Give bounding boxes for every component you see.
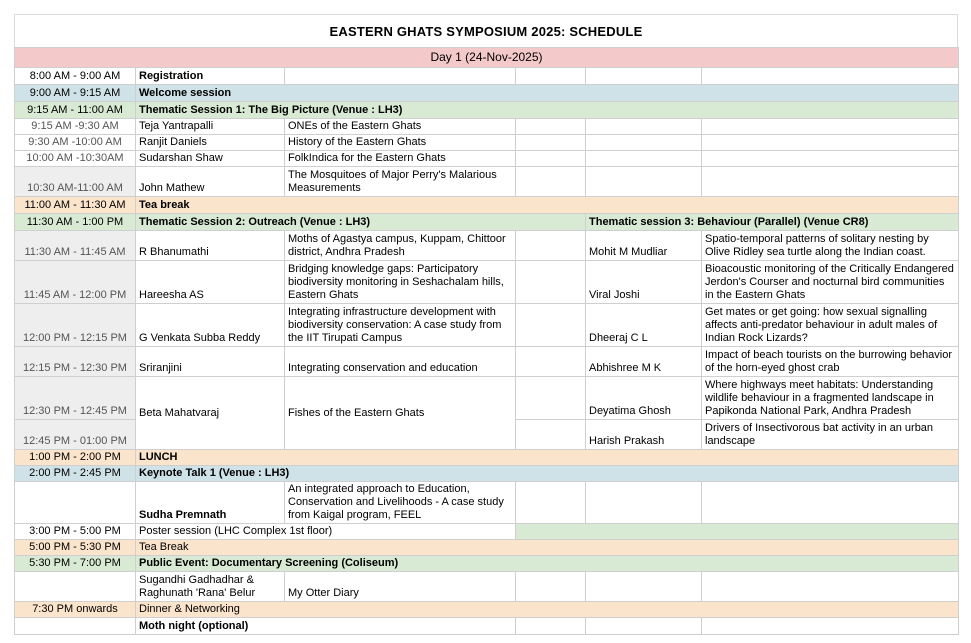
table-row bbox=[15, 466, 959, 482]
talk-cell-parallel: Impact of beach tourists on the burrowing behavior of the horn-eyed ghost crab bbox=[702, 347, 959, 377]
break-label: Tea Break bbox=[136, 540, 959, 556]
time-cell: 9:15 AM - 11:00 AM bbox=[15, 102, 136, 119]
table-row bbox=[15, 304, 959, 347]
session-label: Thematic Session 1: The Big Picture (Venue : LH3) bbox=[136, 102, 959, 119]
time-cell: 10:00 AM -10:30AM bbox=[15, 151, 136, 167]
event-label: Dinner & Networking bbox=[136, 602, 959, 618]
talk-cell-parallel: Drivers of Insectivorous bat activity in an urban landscape bbox=[702, 420, 959, 450]
time-cell: 9:15 AM -9:30 AM bbox=[15, 119, 136, 135]
talk-cell-parallel: Get mates or get going: how sexual signalling affects anti-predator behaviour in adult males of Indian Rock Lizards? bbox=[702, 304, 959, 347]
talk-cell: The Mosquitoes of Major Perry's Malarious Measurements bbox=[285, 167, 516, 197]
speaker-cell: R Bhanumathi bbox=[136, 231, 285, 261]
table-row bbox=[15, 167, 959, 197]
table-row bbox=[15, 347, 959, 377]
time-cell bbox=[15, 482, 136, 524]
talk-cell: FolkIndica for the Eastern Ghats bbox=[285, 151, 516, 167]
speaker-cell: Sriranjini bbox=[136, 347, 285, 377]
table-row bbox=[15, 602, 959, 618]
event-label: Registration bbox=[136, 68, 285, 85]
table-row bbox=[15, 572, 959, 602]
talk-cell: Moths of Agastya campus, Kuppam, Chittoor district, Andhra Pradesh bbox=[285, 231, 516, 261]
table-row bbox=[15, 119, 959, 135]
break-label: LUNCH bbox=[136, 450, 959, 466]
speaker-cell-parallel: Deyatima Ghosh bbox=[586, 377, 702, 420]
talk-cell: Integrating conservation and education bbox=[285, 347, 516, 377]
table-row bbox=[15, 102, 959, 119]
speaker-cell: Ranjit Daniels bbox=[136, 135, 285, 151]
time-cell: 11:30 AM - 11:45 AM bbox=[15, 231, 136, 261]
talk-cell-parallel: Bioacoustic monitoring of the Critically Endangered Jerdon's Courser and nocturnal bird communities in the Eastern Ghats bbox=[702, 261, 959, 304]
time-cell: 12:45 PM - 01:00 PM bbox=[15, 420, 136, 450]
event-label: Poster session (LHC Complex 1st floor) bbox=[136, 524, 516, 540]
table-row bbox=[15, 68, 959, 85]
time-cell: 11:45 AM - 12:00 PM bbox=[15, 261, 136, 304]
time-cell: 7:30 PM onwards bbox=[15, 602, 136, 618]
time-cell: 9:30 AM -10:00 AM bbox=[15, 135, 136, 151]
table-row bbox=[15, 197, 959, 214]
time-cell: 12:15 PM - 12:30 PM bbox=[15, 347, 136, 377]
sheet-title: EASTERN GHATS SYMPOSIUM 2025: SCHEDULE bbox=[14, 14, 958, 47]
talk-cell: Bridging knowledge gaps: Participatory biodiversity monitoring in Seshachalam hills, Eastern Ghats bbox=[285, 261, 516, 304]
day-header-row bbox=[15, 48, 959, 68]
speaker-cell: Sugandhi Gadhadhar & Raghunath 'Rana' Belur bbox=[136, 572, 285, 602]
speaker-cell-parallel: Abhishree M K bbox=[586, 347, 702, 377]
speaker-cell: Hareesha AS bbox=[136, 261, 285, 304]
speaker-cell: Teja Yantrapalli bbox=[136, 119, 285, 135]
day-header: Day 1 (24-Nov-2025) bbox=[15, 48, 959, 68]
speaker-cell-parallel: Harish Prakash bbox=[586, 420, 702, 450]
time-cell: 5:30 PM - 7:00 PM bbox=[15, 556, 136, 572]
speaker-cell-parallel: Mohit M Mudliar bbox=[586, 231, 702, 261]
talk-cell: Integrating infrastructure development with biodiversity conservation: A case study from the IIT Tirupati Campus bbox=[285, 304, 516, 347]
speaker-cell-parallel: Viral Joshi bbox=[586, 261, 702, 304]
time-cell: 12:30 PM - 12:45 PM bbox=[15, 377, 136, 420]
time-cell: 11:30 AM - 1:00 PM bbox=[15, 214, 136, 231]
table-row bbox=[15, 540, 959, 556]
speaker-cell: Beta Mahatvaraj bbox=[136, 377, 285, 450]
time-cell: 1:00 PM - 2:00 PM bbox=[15, 450, 136, 466]
talk-cell-parallel: Spatio-temporal patterns of solitary nesting by Olive Ridley sea turtle along the Indian coast. bbox=[702, 231, 959, 261]
time-cell: 11:00 AM - 11:30 AM bbox=[15, 197, 136, 214]
talk-cell-parallel: Where highways meet habitats: Understanding wildlife behaviour in a fragmented landscape in Papikonda National Park, Andhra Pradesh bbox=[702, 377, 959, 420]
time-cell bbox=[15, 572, 136, 602]
speaker-cell: John Mathew bbox=[136, 167, 285, 197]
time-cell: 2:00 PM - 2:45 PM bbox=[15, 466, 136, 482]
talk-cell: ONEs of the Eastern Ghats bbox=[285, 119, 516, 135]
event-label: Moth night (optional) bbox=[136, 618, 516, 635]
talk-cell: History of the Eastern Ghats bbox=[285, 135, 516, 151]
table-row bbox=[15, 85, 959, 102]
break-label: Tea break bbox=[136, 197, 959, 214]
table-row bbox=[15, 618, 959, 635]
table-row bbox=[15, 377, 959, 420]
talk-cell: My Otter Diary bbox=[285, 572, 516, 602]
table-row bbox=[15, 450, 959, 466]
table-row bbox=[15, 135, 959, 151]
speaker-cell: Sudha Premnath bbox=[136, 482, 285, 524]
table-row bbox=[15, 261, 959, 304]
time-cell: 9:00 AM - 9:15 AM bbox=[15, 85, 136, 102]
speaker-cell: G Venkata Subba Reddy bbox=[136, 304, 285, 347]
table-row bbox=[15, 231, 959, 261]
talk-cell: An integrated approach to Education, Conservation and Livelihoods - A case study from Kaigal program, FEEL bbox=[285, 482, 516, 524]
session-label: Keynote Talk 1 (Venue : LH3) bbox=[136, 466, 959, 482]
speaker-cell-parallel: Dheeraj C L bbox=[586, 304, 702, 347]
session-label-parallel: Thematic session 3: Behaviour (Parallel) (Venue CR8) bbox=[586, 214, 959, 231]
time-cell: 10:30 AM-11:00 AM bbox=[15, 167, 136, 197]
time-cell: 8:00 AM - 9:00 AM bbox=[15, 68, 136, 85]
table-row bbox=[15, 556, 959, 572]
schedule-table bbox=[14, 47, 959, 635]
speaker-cell: Sudarshan Shaw bbox=[136, 151, 285, 167]
session-label: Public Event: Documentary Screening (Coliseum) bbox=[136, 556, 959, 572]
time-cell: 3:00 PM - 5:00 PM bbox=[15, 524, 136, 540]
time-cell: 12:00 PM - 12:15 PM bbox=[15, 304, 136, 347]
table-row bbox=[15, 151, 959, 167]
table-row bbox=[15, 524, 959, 540]
event-label: Welcome session bbox=[136, 85, 959, 102]
time-cell bbox=[15, 618, 136, 635]
session-label: Thematic Session 2: Outreach (Venue : LH3) bbox=[136, 214, 586, 231]
table-row bbox=[15, 482, 959, 524]
time-cell: 5:00 PM - 5:30 PM bbox=[15, 540, 136, 556]
table-row bbox=[15, 214, 959, 231]
schedule-sheet bbox=[14, 14, 958, 635]
talk-cell: Fishes of the Eastern Ghats bbox=[285, 377, 516, 450]
